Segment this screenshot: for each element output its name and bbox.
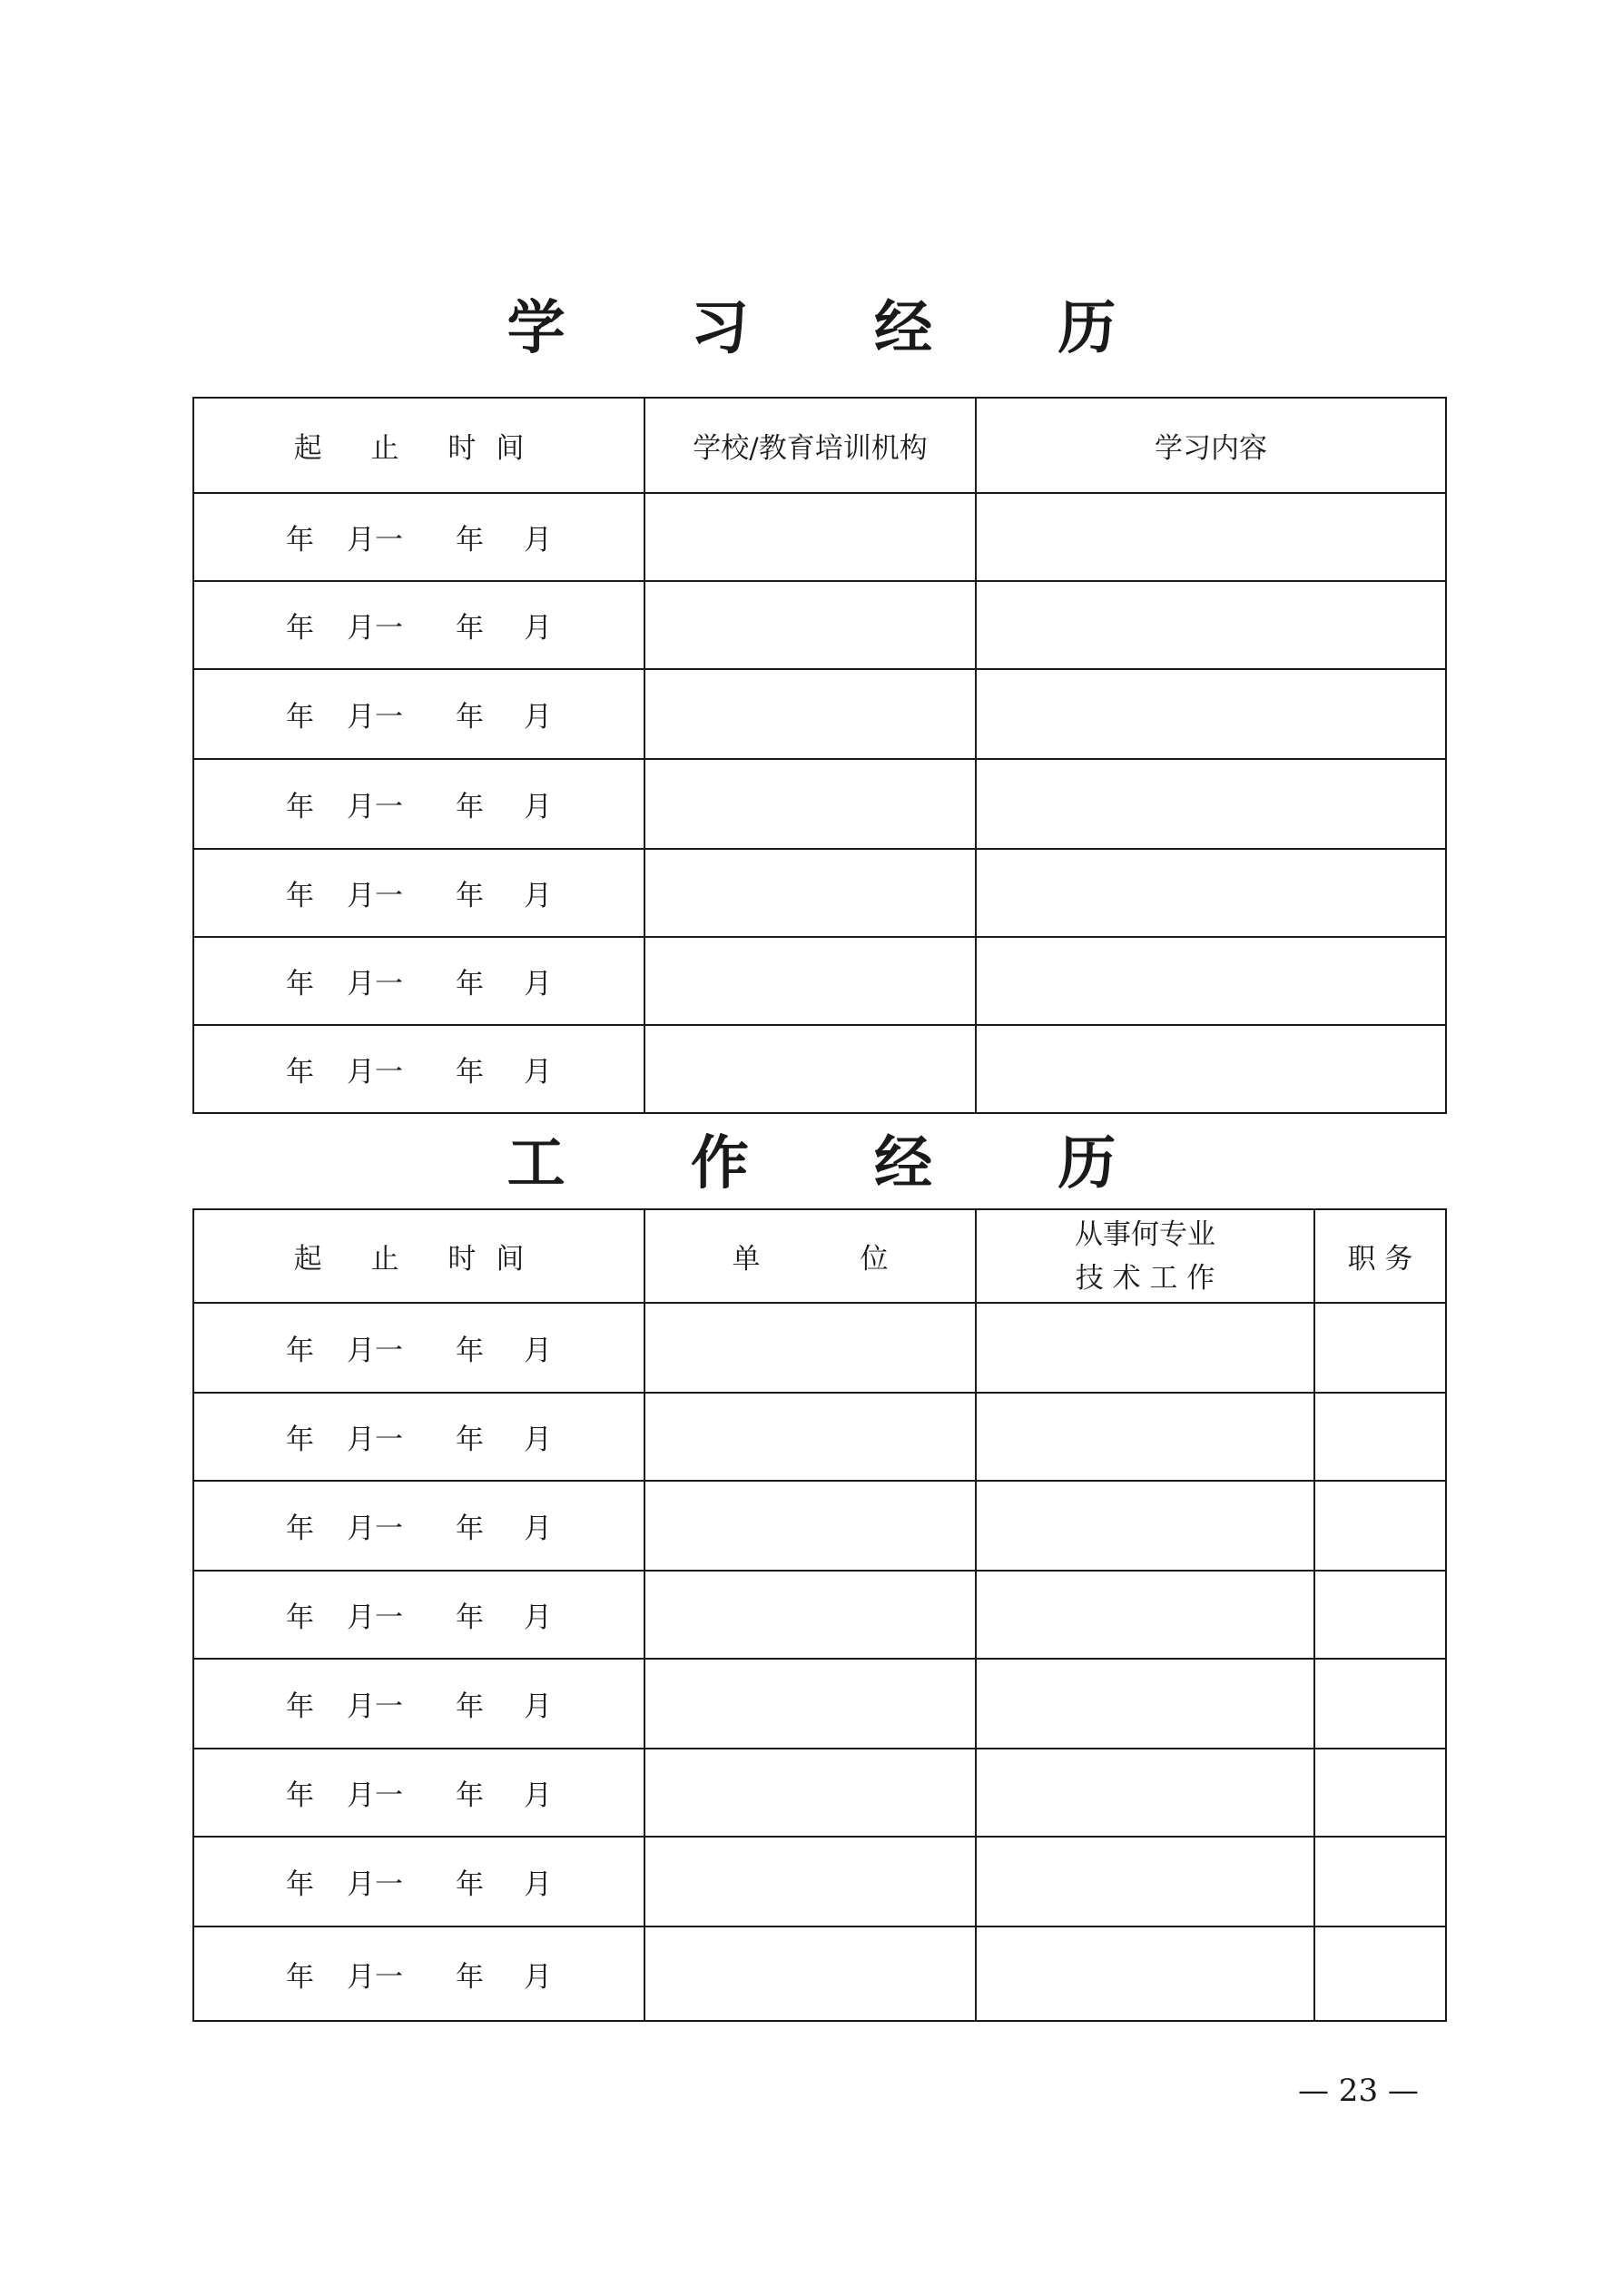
table-row <box>193 581 1446 669</box>
empty-field-cell[interactable] <box>976 1749 1314 1837</box>
date-range-cell: 年 月一 年 月 <box>193 849 644 937</box>
empty-field-cell[interactable] <box>976 937 1446 1025</box>
header-unit: 单 位 <box>644 1209 976 1303</box>
table-row <box>193 1837 1446 1926</box>
date-range-cell: 年 月一 年 月 <box>193 1749 644 1837</box>
empty-field-cell[interactable] <box>644 937 976 1025</box>
empty-field-cell[interactable] <box>976 1926 1314 2021</box>
header-time-period: 起 止 时间 <box>193 398 644 493</box>
header-study-content: 学习内容 <box>976 398 1446 493</box>
empty-field-cell[interactable] <box>644 759 976 849</box>
empty-field-cell[interactable] <box>644 1571 976 1659</box>
empty-field-cell[interactable] <box>644 1837 976 1926</box>
empty-field-cell[interactable] <box>644 1393 976 1481</box>
empty-field-cell[interactable] <box>644 1749 976 1837</box>
header-professional-work: 从事何专业 技 术 工 作 <box>976 1209 1314 1303</box>
empty-field-cell[interactable] <box>644 1481 976 1571</box>
table-header-row <box>193 1209 1446 1303</box>
empty-field-cell[interactable] <box>976 759 1446 849</box>
table-row <box>193 1926 1446 2021</box>
empty-field-cell[interactable] <box>1314 1926 1446 2021</box>
header-school: 学校/教育培训机构 <box>644 398 976 493</box>
date-range-cell: 年 月一 年 月 <box>193 1837 644 1926</box>
empty-field-cell[interactable] <box>1314 1749 1446 1837</box>
empty-field-cell[interactable] <box>976 493 1446 581</box>
empty-field-cell[interactable] <box>976 849 1446 937</box>
table-header-row <box>193 398 1446 493</box>
empty-field-cell[interactable] <box>644 581 976 669</box>
empty-field-cell[interactable] <box>976 1303 1314 1393</box>
table-row <box>193 1393 1446 1481</box>
table-row <box>193 1481 1446 1571</box>
date-range-cell: 年 月一 年 月 <box>193 1571 644 1659</box>
date-range-cell: 年 月一 年 月 <box>193 1025 644 1113</box>
empty-field-cell[interactable] <box>1314 1393 1446 1481</box>
empty-field-cell[interactable] <box>976 1571 1314 1659</box>
study-history-table <box>192 397 1447 1114</box>
table-row <box>193 493 1446 581</box>
empty-field-cell[interactable] <box>1314 1481 1446 1571</box>
date-range-cell: 年 月一 年 月 <box>193 581 644 669</box>
date-range-cell: 年 月一 年 月 <box>193 937 644 1025</box>
date-range-cell: 年 月一 年 月 <box>193 1659 644 1749</box>
work-history-title: 工 作 经 历 <box>507 1130 1169 1197</box>
empty-field-cell[interactable] <box>1314 1837 1446 1926</box>
empty-field-cell[interactable] <box>644 849 976 937</box>
empty-field-cell[interactable] <box>644 669 976 759</box>
study-history-title: 学 习 经 历 <box>507 295 1169 362</box>
empty-field-cell[interactable] <box>1314 1303 1446 1393</box>
date-range-cell: 年 月一 年 月 <box>193 759 644 849</box>
empty-field-cell[interactable] <box>644 493 976 581</box>
work-history-table <box>192 1208 1447 2022</box>
empty-field-cell[interactable] <box>976 1481 1314 1571</box>
empty-field-cell[interactable] <box>644 1926 976 2021</box>
table-row <box>193 759 1446 849</box>
empty-field-cell[interactable] <box>976 1393 1314 1481</box>
date-range-cell: 年 月一 年 月 <box>193 1303 644 1393</box>
empty-field-cell[interactable] <box>976 1659 1314 1749</box>
table-row <box>193 1571 1446 1659</box>
empty-field-cell[interactable] <box>1314 1659 1446 1749</box>
table-row <box>193 669 1446 759</box>
table-row <box>193 849 1446 937</box>
date-range-cell: 年 月一 年 月 <box>193 1926 644 2021</box>
header-position: 职 务 <box>1314 1209 1446 1303</box>
date-range-cell: 年 月一 年 月 <box>193 493 644 581</box>
empty-field-cell[interactable] <box>976 1837 1314 1926</box>
empty-field-cell[interactable] <box>644 1659 976 1749</box>
date-range-cell: 年 月一 年 月 <box>193 669 644 759</box>
empty-field-cell[interactable] <box>976 1025 1446 1113</box>
table-row <box>193 1659 1446 1749</box>
date-range-cell: 年 月一 年 月 <box>193 1393 644 1481</box>
page-number: — 23 — <box>1298 2073 1419 2109</box>
empty-field-cell[interactable] <box>976 669 1446 759</box>
empty-field-cell[interactable] <box>976 581 1446 669</box>
empty-field-cell[interactable] <box>644 1025 976 1113</box>
table-row <box>193 1749 1446 1837</box>
date-range-cell: 年 月一 年 月 <box>193 1481 644 1571</box>
table-row <box>193 1025 1446 1113</box>
empty-field-cell[interactable] <box>644 1303 976 1393</box>
table-row <box>193 937 1446 1025</box>
empty-field-cell[interactable] <box>1314 1571 1446 1659</box>
table-row <box>193 1303 1446 1393</box>
header-time-period: 起 止 时间 <box>193 1209 644 1303</box>
